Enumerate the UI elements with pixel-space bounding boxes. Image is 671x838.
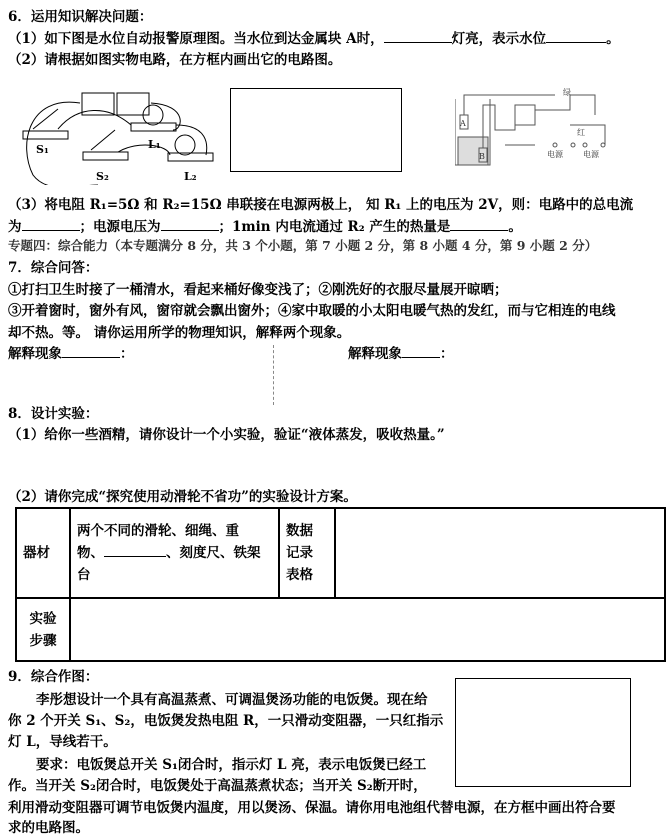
divider [273,345,274,405]
q8-title: 8．设计实验： [8,406,99,422]
answer-box-circuit[interactable] [230,88,402,172]
label-l2: L₂ [184,170,197,183]
text: 台 [77,567,91,583]
battery-cell [117,93,149,115]
label-green: 绿 [563,88,571,97]
section-heading: 专题四：综合能力（本专题满分 8 分，共 3 个小题，第 7 小题 2 分，第 8 小题 4 分，第 9 小题 2 分） [8,238,598,253]
text: 为 [8,219,22,235]
physical-circuit-diagram [18,85,218,185]
answer-blank[interactable] [62,343,120,358]
text: ；1min 内电流通过 R₂ 产生的热量是 [218,219,451,235]
explain-2 [348,343,454,364]
q7-line: 却不热。等。 请你运用所学的物理知识，解释两个现象。 [8,325,351,341]
label-a: A [460,119,466,128]
text: 物、 [77,545,104,561]
q9-line: 利用滑动变阻器可调节电饭煲内温度，用以煲汤、保温。请你用电池组代替电源，在方框中画出符合要 [8,800,616,816]
q8-part2: （2）请你完成“探究使用动滑轮不省功”的实验设计方案。 [8,489,357,505]
label-power: 电源 [583,150,599,159]
q6-part1 [8,28,620,49]
answer-blank[interactable] [450,216,508,231]
text: ；电源电压为 [79,219,161,235]
label-s1: S₁ [36,143,49,156]
text: 解释现象 [8,346,62,362]
water-level-alarm-diagram [455,85,615,170]
explain-1 [8,343,134,364]
answer-box-circuit[interactable] [455,678,631,787]
text: 解释现象 [348,346,402,362]
answer-blank[interactable] [402,343,440,358]
q7-line: ③开着窗时，窗外有风，窗帘就会飘出窗外；④家中取暖的小太阳电暖气热的发红，而与它相连的电线 [8,303,616,319]
data-table-label: 数据 记录 表格 [279,508,335,598]
q7-title: 7．综合问答： [8,260,99,276]
label-b: B [479,152,485,161]
q9-line: 作。当开关 S₂闭合时，电饭煲处于高温蒸煮状态；当开关 S₂断开时， [8,778,427,794]
text: ： [120,346,134,362]
answer-blank[interactable] [22,216,80,231]
label-power: 电源 [547,150,563,159]
steps-label: 实验 步骤 [16,598,70,661]
text: 两个不同的滑轮、细绳、重 [77,523,239,539]
q9-line: 灯 L，导线若干。 [8,734,117,750]
text: ： [440,346,454,362]
answer-blank[interactable] [161,216,219,231]
answer-blank[interactable] [384,28,452,43]
label-l1: L₁ [148,138,161,151]
q9-line: 求的电路图。 [8,820,89,836]
steps-answer-cell[interactable] [70,598,665,661]
data-table-answer-cell[interactable] [335,508,665,598]
q8-part1: （1）给你一些酒精，请你设计一个小实验，验证“液体蒸发，吸收热量。” [8,427,445,443]
text: 。 [508,219,522,235]
q6-p1-end: 。 [606,31,620,47]
q6-p1-text: （1）如下图是水位自动报警原理图。当水位到达金属块 A时， [8,31,384,47]
answer-blank[interactable] [546,28,606,43]
q9-title: 9．综合作图： [8,669,99,685]
q9-line: 要求：电饭煲总开关 S₁闭合时，指示灯 L 亮，表示电饭煲已经工 [36,757,427,773]
q6-part2: （2）请根据如图实物电路，在方框内画出它的电路图。 [8,52,342,68]
equipment-label: 器材 [16,508,70,598]
q9-line: 你 2 个开关 S₁、S₂，电饭煲发热电阻 R，一只滑动变阻器，一只红指示 [8,713,444,729]
q6-part3: （3）将电阻 R₁=5Ω 和 R₂=15Ω 串联接在电源两极上， 知 R₁ 上的电压为 2V，则：电路中的总电流 [8,197,634,213]
q9-line: 李彤想设计一个具有高温蒸煮、可调温煲汤功能的电饭煲。现在给 [36,692,428,708]
label-s2: S₂ [96,170,109,183]
answer-blank[interactable] [104,542,166,557]
q6-p1-text2: 灯亮，表示水位 [451,31,547,47]
experiment-design-table [15,507,666,662]
q6-title: 6．运用知识解决问题： [8,9,153,25]
text: 、刻度尺、铁架 [166,545,261,561]
equipment-list [70,508,279,598]
q7-line: ①打扫卫生时接了一桶清水，看起来桶好像变浅了；②刚洗好的衣服尽量展开晾晒； [8,282,508,298]
label-red: 红 [577,128,585,137]
q6-part3-answers [8,216,522,237]
